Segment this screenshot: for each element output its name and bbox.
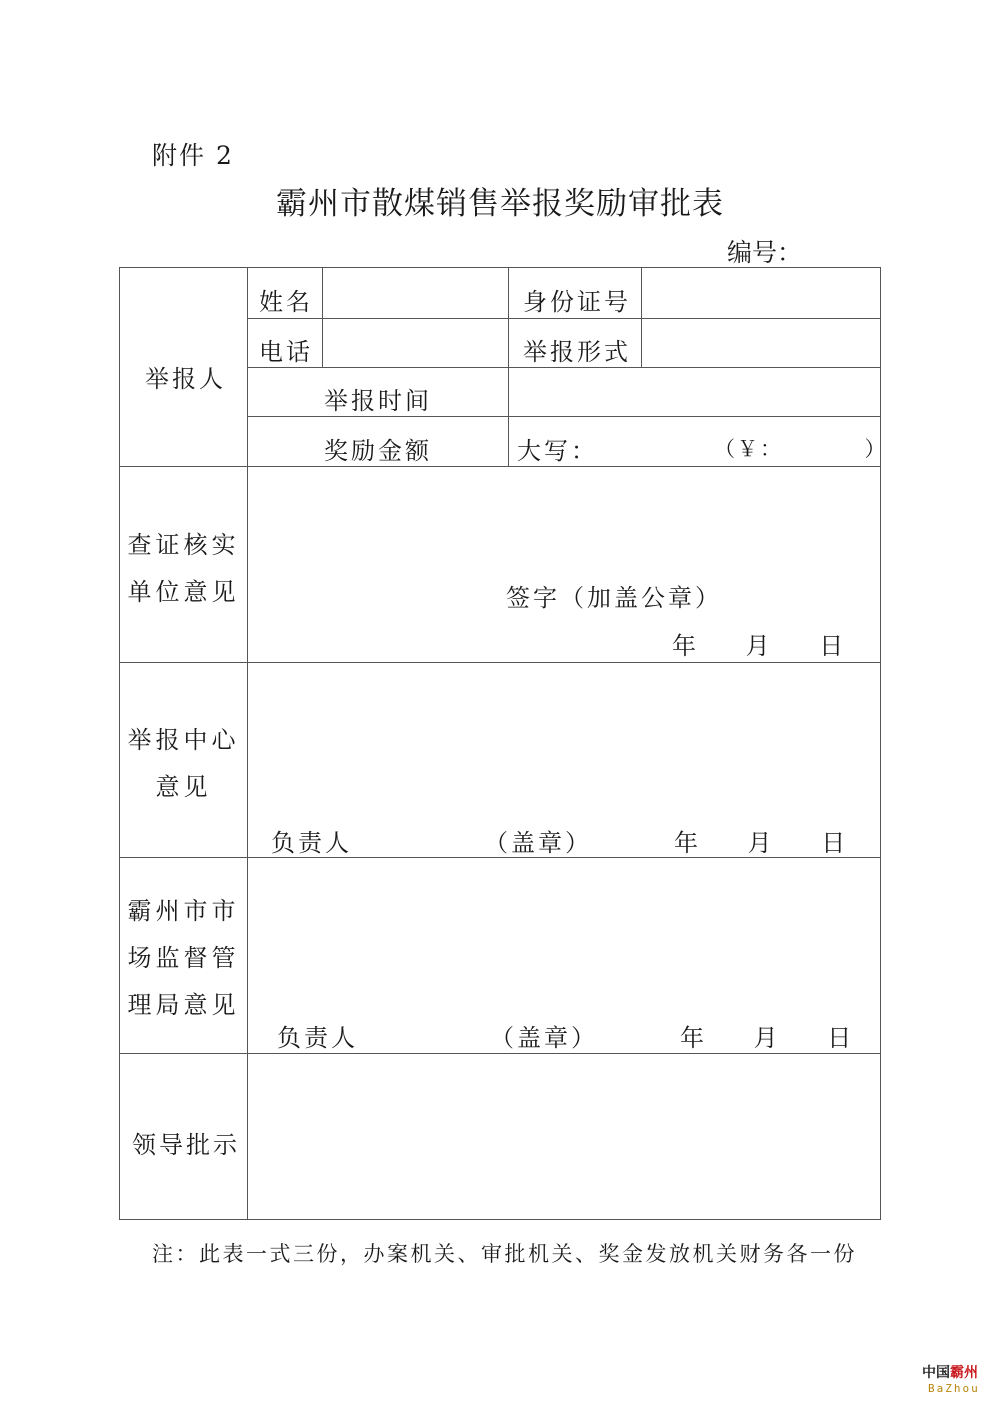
row-divider: [247, 416, 881, 417]
column-divider: [508, 268, 509, 466]
market-bureau-responsible-label: 负责人: [277, 1024, 358, 1052]
watermark-title: [922, 1362, 978, 1382]
report-center-label-line: 意见: [155, 773, 212, 801]
market-bureau-label-line: 场监督管: [127, 944, 240, 972]
row-divider: [120, 466, 881, 467]
column-divider: [247, 268, 248, 1220]
column-divider: [322, 268, 323, 367]
id-number-label: 身份证号: [523, 288, 631, 316]
report-center-responsible-label: 负责人: [271, 829, 352, 857]
watermark-text-china: 中国: [922, 1365, 950, 1381]
report-center-label-line: 举报中心: [127, 726, 240, 754]
report-time-label: 举报时间: [324, 387, 432, 415]
row-divider: [247, 367, 881, 368]
document-title: 霸州市散煤销售举报奖励审批表: [276, 186, 724, 222]
market-bureau-seal-label: （盖章）: [490, 1024, 598, 1052]
footnote: 注：此表一式三份，办案机关、审批机关、奖金发放机关财务各一份: [152, 1242, 857, 1266]
row-divider: [247, 318, 881, 319]
id-number-field[interactable]: [645, 272, 877, 314]
market-bureau-section-label: [120, 888, 247, 1029]
reward-amount-label: 奖励金额: [324, 437, 432, 465]
leader-instruction-area[interactable]: [251, 1057, 877, 1216]
site-watermark-logo: [922, 1362, 988, 1402]
market-bureau-date-label: 年 月 日: [680, 1024, 858, 1052]
watermark-subtext: BaZhou: [928, 1382, 980, 1395]
row-divider: [120, 1053, 881, 1054]
report-center-date-label: 年 月 日: [674, 829, 852, 857]
watermark-text-bazhou: 霸州: [950, 1365, 978, 1381]
name-label: 姓名: [259, 288, 313, 316]
leader-instruction-label: 领导批示: [132, 1131, 240, 1159]
report-center-opinion-area[interactable]: [251, 666, 877, 806]
signature-seal-label: 签字（加盖公章）: [506, 584, 722, 612]
serial-number-label: 编号：: [727, 238, 803, 267]
phone-label: 电话: [259, 338, 313, 366]
attachment-label: 附件 2: [152, 141, 234, 170]
phone-field[interactable]: [326, 322, 504, 364]
approval-form-table: [119, 267, 888, 1220]
verification-opinion-area[interactable]: [251, 470, 877, 580]
reporter-section-label: 举报人: [145, 365, 226, 393]
report-form-field[interactable]: [645, 322, 877, 364]
amount-capital-label: 大写：: [517, 437, 598, 465]
market-bureau-opinion-area[interactable]: [251, 861, 877, 1001]
verification-section-label: [120, 522, 247, 616]
report-form-label: 举报形式: [523, 338, 631, 366]
verification-date-label: 年 月 日: [672, 632, 850, 660]
row-divider: [120, 662, 881, 663]
report-center-seal-label: （盖章）: [484, 829, 592, 857]
report-time-field[interactable]: [512, 371, 877, 413]
report-center-section-label: [120, 717, 247, 811]
verification-label-line: 单位意见: [127, 578, 240, 606]
verification-label-line: 查证核实: [127, 531, 240, 559]
market-bureau-label-line: 理局意见: [127, 991, 240, 1019]
name-field[interactable]: [326, 272, 504, 314]
amount-number-label: （￥： ）: [714, 437, 888, 461]
column-divider: [641, 268, 642, 367]
market-bureau-label-line: 霸州市市: [127, 897, 240, 925]
